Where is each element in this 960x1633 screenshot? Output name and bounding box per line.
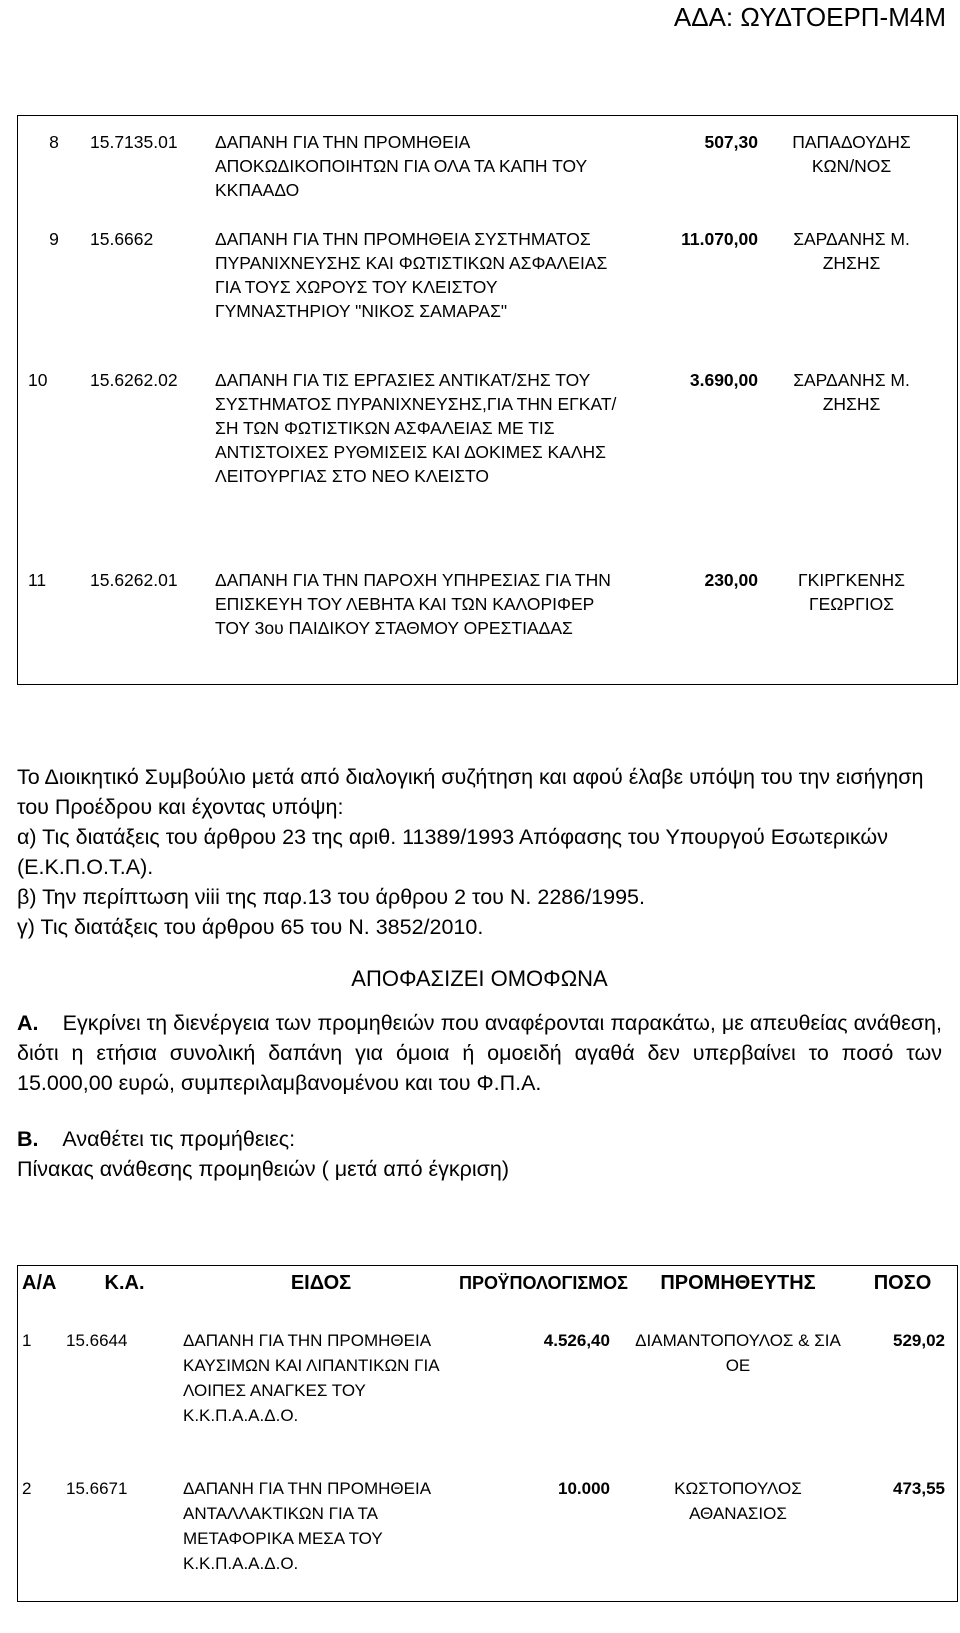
table-row [18,568,958,685]
table-row [18,116,958,228]
table-header-row [18,1266,958,1329]
assignment-table [17,1265,958,1602]
account-code: 15.6262.01 [90,570,178,590]
row-number: 8 [49,132,59,152]
expense-description: ΔΑΠΑΝΗ ΓΙΑ ΤΙΣ ΕΡΓΑΣΙΕΣ ΑΝΤΙΚΑΤ/ΣΗΣ ΤΟΥ ΣΥΣΤΗΜΑΤΟΣ ΠΥΡΑΝΙΧΝΕΥΣΗΣ,ΓΙΑ ΤΗΝ ΕΓΚΑΤ/ΣΗ ΤΩΝ ΦΩΤΙΣΤΙΚΩΝ ΑΣΦΑΛΕΙΑΣ ΜΕ ΤΙΣ ΑΝΤΙΣΤΟΙΧΕΣ ΡΥΘΜΙΣΕΙΣ ΚΑΙ ΔΟΚΙΜΕΣ ΚΑΛΗΣ ΛΕΙΤΟΥΡΓΙΑΣ ΣΤΟ ΝΕΟ ΚΛΕΙΣΤΟ [215,370,617,486]
table-row [18,227,958,368]
assigned-amount: 529,02 [893,1331,945,1350]
account-code: 15.7135.01 [90,132,178,152]
clause-b: β) Την περίπτωση νiii της παρ.13 του άρθρου 2 του Ν. 2286/1995. [17,885,645,909]
section-b-text: Αναθέτει τις προμήθειες: [62,1127,296,1151]
assigned-amount: 473,55 [893,1479,945,1498]
account-code: 15.6644 [66,1331,128,1350]
row-number: 2 [22,1479,32,1498]
header-budget: ΠΡΟΫΠΟΛΟΓΙΣΜΟΣ [459,1273,628,1293]
row-number: 11 [28,570,47,590]
section-a-text: Εγκρίνει τη διενέργεια των προμηθειών που αναφέρονται παρακάτω, με απευθείας ανάθεση, διότι η ετήσια συνολική δαπάνη για όμοια ή ομοειδή αγαθά δεν υπερβαίνει το ποσό των 15.000,00 ευρώ, συμπεριλαμβανομένου και του Φ.Π.Α. [17,1011,942,1095]
expense-amount: 3.690,00 [689,370,758,390]
supplier-name: ΚΩΣΤΟΠΟΥΛΟΣ ΑΘΑΝΑΣΙΟΣ [674,1479,802,1523]
expense-description: ΔΑΠΑΝΗ ΓΙΑ ΤΗΝ ΠΑΡΟΧΗ ΥΠΗΡΕΣΙΑΣ ΓΙΑ ΤΗΝ ΕΠΙΣΚΕΥΗ ΤΟΥ ΛΕΒΗΤΑ ΚΑΙ ΤΩΝ ΚΑΛΟΡΙΦΕΡ ΤΟΥ 3ου ΠΑΙΔΙΚΟΥ ΣΤΑΘΜΟΥ ΟΡΕΣΤΙΑΔΑΣ [215,570,611,638]
header-no: Α/Α [22,1272,57,1294]
intro-paragraph: Το Διοικητικό Συμβούλιο μετά από διαλογική συζήτηση και αφού έλαβε υπόψη του την εισήγηση του Προέδρου και έχοντας υπόψη: [17,765,924,819]
item-description: ΔΑΠΑΝΗ ΓΙΑ ΤΗΝ ΠΡΟΜΗΘΕΙΑ ΑΝΤΑΛΛΑΚΤΙΚΩΝ ΓΙΑ ΤΑ ΜΕΤΑΦΟΡΙΚΑ ΜΕΣΑ ΤΟΥ Κ.Κ.Π.Α.Α.Δ.Ο. [183,1479,431,1573]
account-code: 15.6662 [90,229,154,249]
expense-amount: 507,30 [704,132,758,152]
header-desc: ΕΙΔΟΣ [290,1272,352,1294]
expense-amount: 230,00 [704,570,758,590]
supplier-name: ΣΑΡΔΑΝΗΣ Μ. ΖΗΣΗΣ [793,229,910,273]
header-supplier: ΠΡΟΜΗΘΕΥΤΗΣ [660,1272,816,1294]
account-code: 15.6671 [66,1479,128,1498]
table-row [18,1328,958,1476]
section-b [17,1124,942,1154]
row-number: 1 [22,1331,32,1350]
item-description: ΔΑΠΑΝΗ ΓΙΑ ΤΗΝ ΠΡΟΜΗΘΕΙΑ ΚΑΥΣΙΜΩΝ ΚΑΙ ΛΙΠΑΝΤΙΚΩΝ ΓΙΑ ΛΟΙΠΕΣ ΑΝΑΓΚΕΣ ΤΟΥ Κ.Κ.Π.Α.Α.Δ.Ο. [183,1331,439,1425]
table-title: Πίνακας ανάθεσης προμηθειών ( μετά από έγκριση) [17,1157,510,1181]
table-row [18,1476,958,1602]
budget-amount: 4.526,40 [543,1331,610,1350]
supplier-name: ΣΑΡΔΑΝΗΣ Μ. ΖΗΣΗΣ [793,370,910,414]
row-number: 9 [49,229,59,249]
decision-heading: ΑΠΟΦΑΣΙΖΕΙ ΟΜΟΦΩΝΑ [351,966,608,991]
budget-amount: 10.000 [557,1479,610,1498]
table-row [18,368,958,568]
clause-c: γ) Τις διατάξεις του άρθρου 65 του Ν. 3852/2010. [17,915,484,939]
header-code: Κ.Α. [104,1272,145,1294]
expense-description: ΔΑΠΑΝΗ ΓΙΑ ΤΗΝ ΠΡΟΜΗΘΕΙΑ ΣΥΣΤΗΜΑΤΟΣ ΠΥΡΑΝΙΧΝΕΥΣΗΣ ΚΑΙ ΦΩΤΙΣΤΙΚΩΝ ΑΣΦΑΛΕΙΑΣ ΓΙΑ ΤΟΥΣ ΧΩΡΟΥΣ ΤΟΥ ΚΛΕΙΣΤΟΥ ΓΥΜΝΑΣΤΗΡΙΟΥ "ΝΙΚΟΣ ΣΑΜΑΡΑΣ" [215,229,608,321]
ada-header: ΑΔΑ: ΩΥΔΤΟΕΡΠ-Μ4Μ [673,2,946,32]
section-a [17,1008,942,1098]
section-a-label: Α. [17,1011,39,1035]
row-number: 10 [28,370,48,390]
clause-a: α) Τις διατάξεις του άρθρου 23 της αριθ. 11389/1993 Απόφασης του Υπουργού Εσωτερικών (Ε.Κ.Π.Ο.Τ.Α). [17,825,888,879]
header-amount: ΠΟΣΟ [873,1272,932,1294]
decision-body [17,762,942,1184]
expense-amount: 11.070,00 [681,229,758,249]
supplier-name: ΠΑΠΑΔΟΥΔΗΣ ΚΩΝ/ΝΟΣ [792,132,911,176]
expense-description: ΔΑΠΑΝΗ ΓΙΑ ΤΗΝ ΠΡΟΜΗΘΕΙΑ ΑΠΟΚΩΔΙΚΟΠΟΙΗΤΩΝ ΓΙΑ ΟΛΑ ΤΑ ΚΑΠΗ ΤΟΥ ΚΚΠΑΑΔΟ [215,132,587,200]
supplier-name: ΓΚΙΡΓΚΕΝΗΣ ΓΕΩΡΓΙΟΣ [798,570,905,614]
supplier-name: ΔΙΑΜΑΝΤΟΠΟΥΛΟΣ & ΣΙΑ ΟΕ [635,1331,841,1375]
section-b-label: Β. [17,1127,39,1151]
account-code: 15.6262.02 [90,370,178,390]
expenses-table [17,115,958,685]
